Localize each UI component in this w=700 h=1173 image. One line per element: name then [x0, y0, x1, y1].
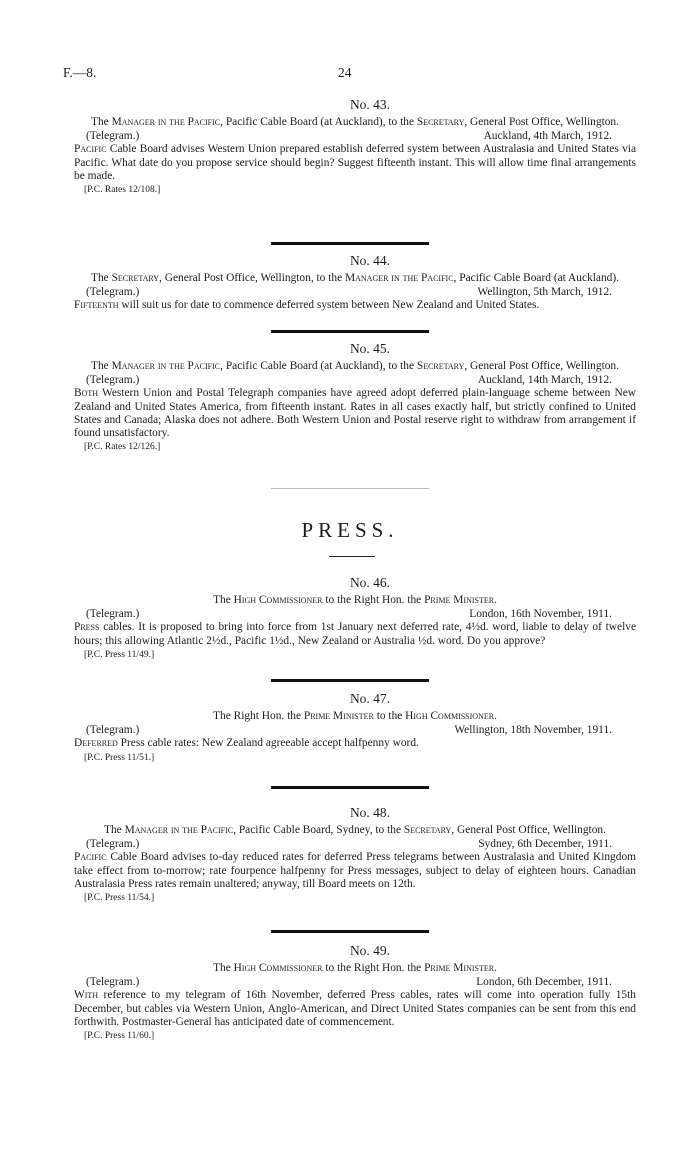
message-text: Cable Board advises Western Union prepared establish deferred system between Australasia and United States via Pacific. What date do you propose service should begin? Suggest fifteenth instant. This will allow time final arrangements be made.	[74, 143, 636, 182]
address-part: , General Post Office, Wellington.	[451, 824, 606, 837]
entry-address	[74, 116, 636, 129]
report-code: F.—8.	[63, 65, 97, 80]
separator-rule	[271, 930, 429, 933]
entry-number: No. 47.	[349, 691, 391, 706]
separator-rule	[271, 242, 429, 245]
telegram-label: (Telegram.)	[86, 608, 140, 621]
entry-no-49	[74, 944, 636, 1043]
telegram-line	[74, 286, 636, 299]
separator-rule	[271, 679, 429, 682]
message-text: will suit us for date to commence deferred system between New Zealand and United States.	[118, 299, 540, 312]
entry-no-43	[74, 98, 636, 197]
telegram-date: London, 6th December, 1911.	[476, 976, 612, 989]
telegram-label: (Telegram.)	[86, 286, 140, 299]
address-part: .	[494, 594, 497, 607]
address-part: High Commissioner	[233, 962, 323, 975]
message-text: Cable Board advises to-day reduced rates for deferred Press telegrams between Australasia and United Kingdom take effect from to-morrow; rate fourpence halfpenny for Press messages, subject to delay of eighteen hours. Canadian Australasia Press rates remain unaltered; anyway, till Board meets on 12th.	[74, 851, 636, 890]
entry-no-46	[74, 576, 636, 662]
address-part: , Pacific Cable Board (at Auckland), to the	[220, 360, 417, 373]
address-part: The	[104, 824, 125, 837]
telegram-date: Wellington, 18th November, 1911.	[454, 724, 612, 737]
message-body	[74, 387, 636, 440]
address-part: , General Post Office, Wellington, to the	[159, 272, 345, 285]
address-part: to the	[373, 710, 406, 723]
telegram-label: (Telegram.)	[86, 374, 140, 387]
separator-rule	[271, 488, 429, 489]
entry-address	[74, 272, 636, 285]
address-part: to the Right Hon. the	[322, 594, 425, 607]
message-lead-word: Pacific	[74, 851, 107, 864]
address-part: Manager in the Pacific	[124, 824, 234, 837]
telegram-label: (Telegram.)	[86, 838, 140, 851]
address-part: The	[213, 594, 234, 607]
entry-number: No. 44.	[349, 253, 391, 268]
entry-no-48	[74, 806, 636, 905]
address-part: Prime Minister	[424, 594, 495, 607]
message-lead-word: Press	[74, 621, 100, 634]
address-part: , General Post Office, Wellington.	[464, 360, 619, 373]
address-part: , Pacific Cable Board (at Auckland), to the	[220, 116, 417, 129]
address-part: The	[91, 360, 112, 373]
address-part: Manager in the Pacific	[111, 360, 221, 373]
message-body	[74, 989, 636, 1029]
entry-address	[74, 962, 636, 975]
address-part: Manager in the Pacific	[111, 116, 221, 129]
message-body	[74, 621, 636, 647]
file-reference: [P.C. Rates 12/126.]	[84, 442, 161, 453]
address-part: Secretary	[403, 824, 452, 837]
message-text: cables. It is proposed to bring into force from 1st January next deferred rate, 4½d. word, liable to delay of twelve hours; this allowing Atlantic 2½d., Pacific 1½d., New Zealand or Australia ½d. word. Do you approve?	[74, 621, 636, 647]
message-text: Press cable rates: New Zealand agreeable accept halfpenny word.	[117, 737, 419, 750]
separator-rule	[271, 786, 429, 789]
file-reference: [P.C. Press 11/54.]	[84, 893, 155, 904]
telegram-date: Wellington, 5th March, 1912.	[477, 286, 612, 299]
telegram-date: Auckland, 14th March, 1912.	[477, 374, 612, 387]
telegram-date: Sydney, 6th December, 1911.	[478, 838, 612, 851]
address-part: , Pacific Cable Board, Sydney, to the	[233, 824, 404, 837]
message-lead-word: Fifteenth	[74, 299, 119, 312]
telegram-line	[74, 838, 636, 851]
entry-number: No. 43.	[349, 97, 391, 112]
address-part: High Commissioner	[233, 594, 323, 607]
entry-address	[74, 710, 636, 723]
message-lead-word: Deferred	[74, 737, 118, 750]
address-part: , Pacific Cable Board (at Auckland).	[453, 272, 619, 285]
address-part: .	[494, 962, 497, 975]
address-part: to the Right Hon. the	[322, 962, 425, 975]
separator-rule	[271, 330, 429, 333]
message-text: Western Union and Postal Telegraph companies have agreed adopt deferred plain-language scheme between New Zealand and United States America, from fifteenth instant. Rates in all cases exactly half, but strictly confined to United States and Canada; Alaska does not adhere. Both Western Union and Postal reserve right to withdraw from arrangement if found unsatisfactory.	[74, 387, 636, 440]
address-part: , General Post Office, Wellington.	[464, 116, 619, 129]
telegram-line	[74, 976, 636, 989]
entry-address	[74, 360, 636, 373]
page-number: 24	[338, 65, 352, 80]
file-reference: [P.C. Press 11/49.]	[84, 649, 155, 660]
file-reference: [P.C. Press 11/51.]	[84, 752, 155, 763]
address-part: High Commissioner	[405, 710, 495, 723]
address-part: Secretary	[416, 360, 465, 373]
entry-number: No. 48.	[349, 805, 391, 820]
address-part: Secretary	[416, 116, 465, 129]
address-part: Prime Minister	[424, 962, 495, 975]
telegram-date: Auckland, 4th March, 1912.	[483, 130, 612, 143]
telegram-line	[74, 374, 636, 387]
address-part: Secretary	[111, 272, 160, 285]
telegram-line	[74, 608, 636, 621]
section-title-press: PRESS.	[301, 518, 399, 542]
address-part: Prime Minister	[303, 710, 374, 723]
entry-no-47	[74, 692, 636, 765]
message-body	[74, 851, 636, 891]
file-reference: [P.C. Press 11/60.]	[84, 1031, 155, 1042]
address-part: The Right Hon. the	[213, 710, 304, 723]
telegram-line	[74, 724, 636, 737]
telegram-date: London, 16th November, 1911.	[469, 608, 612, 621]
telegram-label: (Telegram.)	[86, 976, 140, 989]
file-reference: [P.C. Rates 12/108.]	[84, 185, 161, 196]
message-body	[74, 143, 636, 183]
telegram-label: (Telegram.)	[86, 724, 140, 737]
message-body	[74, 737, 636, 750]
address-part: The	[91, 272, 112, 285]
message-lead-word: With	[74, 989, 99, 1002]
entry-no-45	[74, 342, 636, 454]
entry-address	[74, 824, 636, 837]
message-lead-word: Pacific	[74, 143, 107, 156]
address-part: The	[213, 962, 234, 975]
address-part: .	[494, 710, 497, 723]
message-body	[74, 299, 636, 312]
entry-number: No. 46.	[349, 575, 391, 590]
entry-no-44	[74, 254, 636, 313]
address-part: The	[91, 116, 112, 129]
entry-number: No. 49.	[349, 943, 391, 958]
telegram-label: (Telegram.)	[86, 130, 140, 143]
message-text: reference to my telegram of 16th November, deferred Press cables, rates will come into operation fully 15th December, but cables via Western Union, Anglo-American, and Direct United States companies can be sent from this end forthwith. Postmaster-General has anticipated date of commencement.	[74, 989, 636, 1028]
telegram-line	[74, 130, 636, 143]
entry-address	[74, 594, 636, 607]
section-underline	[329, 556, 375, 557]
message-lead-word: Both	[74, 387, 99, 400]
address-part: Manager in the Pacific	[344, 272, 454, 285]
entry-number: No. 45.	[349, 341, 391, 356]
